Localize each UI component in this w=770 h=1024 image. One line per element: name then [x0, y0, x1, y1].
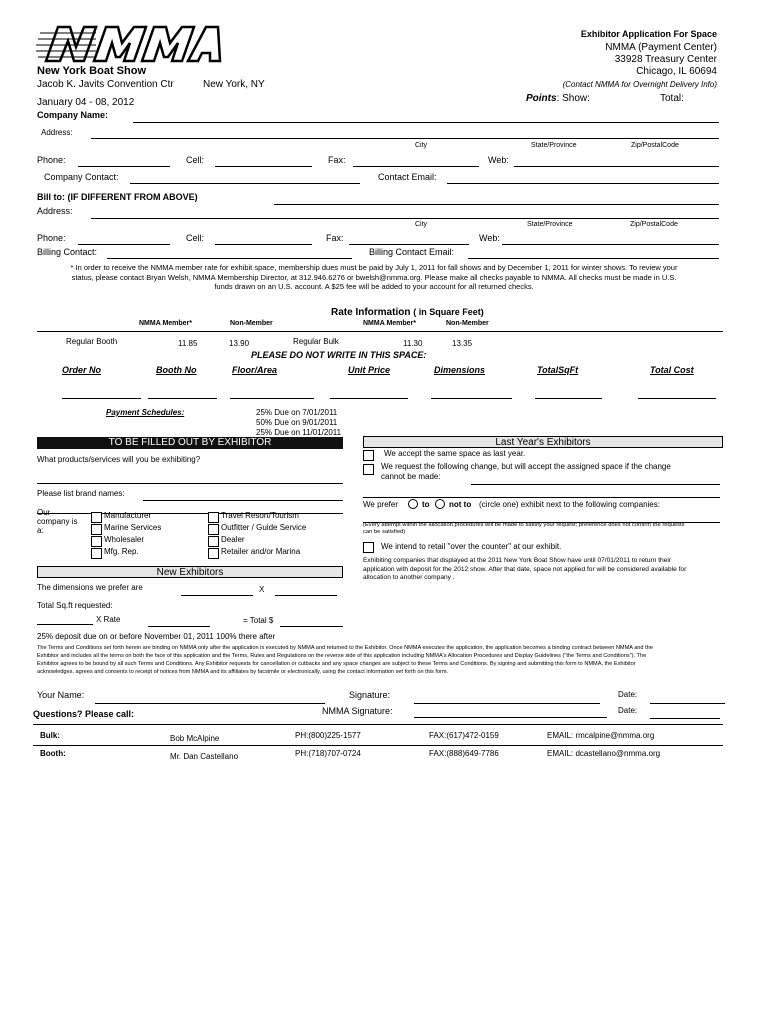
total-sqft-label: Total Sq.ft requested: — [37, 601, 113, 610]
billing-address-field[interactable] — [91, 208, 719, 219]
bulk-label: Bulk: — [40, 731, 60, 740]
billing-phone-field[interactable] — [78, 234, 170, 245]
prefer-not-to-option[interactable] — [435, 499, 445, 509]
billing-zip-label: Zip/PostalCode — [630, 221, 678, 228]
billing-contact-email-field[interactable] — [468, 248, 719, 259]
form-title: Exhibitor Application For Space — [580, 29, 717, 39]
billing-cell-field[interactable] — [215, 234, 312, 245]
regular-booth-nonmember-rate: 13.90 — [229, 339, 250, 348]
request-change-field-2[interactable] — [363, 487, 720, 498]
member-col-header-1: NMMA Member* — [139, 320, 193, 327]
booth-contact-name: Mr. Dan Castellano — [170, 752, 239, 761]
date-label-1: Date: — [618, 690, 638, 699]
retail-checkbox[interactable] — [363, 542, 374, 553]
col-order-no: Order No — [62, 365, 102, 375]
booth-label: Booth: — [40, 749, 66, 758]
billing-city-label: City — [415, 221, 428, 228]
dealer-label: Dealer — [221, 535, 245, 544]
cell-field[interactable] — [215, 156, 312, 167]
rate-divider — [37, 331, 723, 332]
venue-city: New York, NY — [203, 79, 265, 90]
manufacturer-label: Manufacturer — [104, 511, 152, 520]
manufacturer-checkbox[interactable] — [91, 512, 102, 523]
date-label-2: Date: — [618, 706, 638, 715]
request-change-field-1[interactable] — [471, 474, 720, 485]
col-unit-price: Unit Price — [348, 365, 391, 375]
accept-same-checkbox[interactable] — [363, 450, 374, 461]
col-dimensions: Dimensions — [434, 365, 486, 375]
bill-to-header: Bill to: (IF DIFFERENT FROM ABOVE) — [37, 192, 198, 202]
dimensions-label: The dimensions we prefer are — [37, 583, 143, 592]
date-field-1[interactable] — [650, 693, 725, 704]
venue: Jacob K. Javits Convention Ctr — [37, 79, 174, 90]
company-name-label: Company Name: — [37, 110, 109, 120]
office-use-title: PLEASE DO NOT WRITE IN THIS SPACE: — [251, 350, 427, 360]
phone-field[interactable] — [78, 156, 170, 167]
bulk-contact-name: Bob McAlpine — [170, 734, 220, 743]
marine-services-label: Marine Services — [104, 523, 162, 532]
company-contact-label: Company Contact: — [44, 172, 119, 182]
dealer-checkbox[interactable] — [208, 536, 219, 547]
order-no-line — [62, 398, 141, 399]
your-name-label: Your Name: — [37, 690, 85, 700]
dimension-length-field[interactable] — [275, 585, 337, 596]
deposit-note: 25% deposit due on or before November 01, 2011 100% there after — [37, 632, 276, 641]
fax-label: Fax: — [328, 155, 346, 165]
col-total-cost: Total Cost — [650, 365, 694, 375]
rate-info-title-text: Rate Information — [331, 307, 411, 318]
col-total-sqft: TotalSqFt — [537, 365, 579, 375]
rate-info-title — [331, 307, 484, 318]
floor-area-line — [230, 398, 314, 399]
allocation-note: (Every attempt within the allocation procedures will be made to satisfy your request; preference does not confirm the requests can be satisfied) — [363, 522, 685, 535]
total-dollars-field[interactable] — [280, 616, 343, 627]
booth-no-line — [148, 398, 217, 399]
dimensions-line — [431, 398, 512, 399]
regular-bulk-nonmember-rate: 13.35 — [452, 339, 473, 348]
show-dates: January 04 - 08, 2012 — [37, 97, 135, 108]
prefer-rest-label: (circle one) exhibit next to the following companies: — [479, 500, 660, 509]
col-booth-no: Booth No — [156, 365, 197, 375]
brands-label: Please list brand names: — [37, 489, 125, 498]
request-change-label: We request the following change, but will accept the assigned space if the change cannot be made: — [381, 462, 671, 481]
billing-phone-label: Phone: — [37, 233, 66, 243]
nmma-logo — [36, 21, 222, 65]
retailer-label: Retailer and/or Marina — [221, 547, 301, 556]
rate-info-title-suffix: ( in Square Feet) — [413, 307, 484, 317]
points-label: Points — [526, 93, 557, 104]
billing-address-label: Address: — [37, 206, 73, 216]
rate-field[interactable] — [148, 616, 210, 627]
rate-label: X Rate — [96, 615, 121, 624]
regular-booth-label: Regular Booth — [66, 337, 118, 346]
total-dollars-label: = Total $ — [243, 616, 274, 625]
address-field[interactable] — [91, 128, 719, 139]
state-label: State/Province — [531, 142, 577, 149]
nmma-signature-label: NMMA Signature: — [322, 706, 393, 716]
products-field-1[interactable] — [37, 473, 343, 484]
contact-email-label: Contact Email: — [378, 172, 437, 182]
accept-same-label: We accept the same space as last year. — [384, 449, 526, 458]
contacts-top-divider — [33, 724, 723, 725]
points-row — [526, 93, 590, 104]
payment-schedules-label: Payment Schedules: — [106, 408, 185, 417]
billing-web-label: Web: — [479, 233, 500, 243]
billing-web-field[interactable] — [502, 234, 719, 245]
total-sqft-line — [535, 398, 602, 399]
nmma-signature-field[interactable] — [414, 707, 607, 718]
unit-price-line — [330, 398, 408, 399]
cell-label: Cell: — [186, 155, 205, 165]
bill-to-name-field[interactable] — [274, 194, 719, 205]
web-field[interactable] — [514, 156, 719, 167]
schedule-line-2: 50% Due on 9/01/2011 — [256, 418, 338, 427]
billing-contact-label: Billing Contact: — [37, 247, 98, 257]
regular-bulk-member-rate: 11.30 — [403, 339, 423, 348]
mfg-rep-label: Mfg. Rep. — [104, 547, 139, 556]
total-cost-line — [638, 398, 716, 399]
schedule-line-3: 25% Due on 11/01/2011 — [256, 428, 342, 437]
billing-cell-label: Cell: — [186, 233, 205, 243]
total-sqft-field[interactable] — [37, 614, 93, 625]
web-label: Web: — [488, 155, 509, 165]
phone-label: Phone: — [37, 155, 66, 165]
nonmember-col-header-2: Non-Member — [446, 320, 489, 327]
travel-resort-label: Travel Resort/Tourism — [221, 511, 299, 520]
retailer-checkbox[interactable] — [208, 548, 219, 559]
marine-services-checkbox[interactable] — [91, 524, 102, 535]
your-name-field[interactable] — [95, 693, 325, 704]
zip-label: Zip/PostalCode — [631, 142, 679, 149]
bulk-email: EMAIL: rmcalpine@nmma.org — [547, 731, 655, 740]
our-company-label: Our company is a: — [37, 508, 78, 535]
regular-bulk-label: Regular Bulk — [293, 337, 339, 346]
prefer-label: We prefer — [363, 500, 398, 509]
questions-label: Questions? Please call: — [33, 709, 135, 719]
booth-phone: PH:(718)707-0724 — [295, 749, 361, 758]
priority-note: Exhibiting companies that displayed at the 2011 New York Boat Show have until 07/01/2011 to return their application with deposit for the 2012 show. After that date, space not applied for will be considered available for allocation to another company . — [363, 557, 687, 581]
last-year-bar: Last Year's Exhibitors — [363, 436, 723, 448]
outfitter-label: Outfitter / Guide Service — [221, 523, 307, 532]
company-contact-field[interactable] — [130, 173, 360, 184]
new-exhibitors-bar: New Exhibitors — [37, 566, 343, 578]
total-points-label: Total: — [660, 93, 684, 104]
travel-resort-checkbox[interactable] — [208, 512, 219, 523]
wholesaler-label: Wholesaler — [104, 535, 145, 544]
show-points-label: : Show: — [556, 93, 590, 104]
billing-state-label: State/Province — [527, 221, 573, 228]
dimension-width-field[interactable] — [181, 585, 253, 596]
retail-label: We intend to retail "over the counter" at our exhibit. — [381, 542, 562, 551]
address-label: Address: — [41, 128, 73, 137]
fax-field[interactable] — [353, 156, 479, 167]
address-line-3: Chicago, IL 60694 — [636, 66, 717, 77]
signature-label: Signature: — [349, 690, 391, 700]
brands-field-1[interactable] — [143, 490, 343, 501]
city-label: City — [415, 142, 428, 149]
terms-text: The Terms and Conditions set forth herein are binding on NMMA only after the application is executed by NMMA and returned to the Exhibitor. Once NMMA executes the application, the application becomes a binding contract between NMMA and the Exhibitor and includes all the terms on both the face of this application and the Terms, Rules and Regulations on the reverse side of this application including NMMA's Allocation Procedures and Display Guidelines ("the Terms and Conditions"). The Exhibitor agrees to be bound by all such Terms and Conditions. Any Exhibitor requests for cancellation or cutbacks and any space changes are subject to these Terms and Conditions. By signing and submitting this form to NMMA, the Exhibitor acknowledges, agrees and consents to receipt of notices from NMMA and its affiliates by facsimile or electronically, using the contact information set forth on this form. — [37, 645, 653, 675]
regular-booth-member-rate: 11.85 — [178, 339, 198, 348]
outfitter-checkbox[interactable] — [208, 524, 219, 535]
col-floor-area: Floor/Area — [232, 365, 278, 375]
membership-notice: * In order to receive the NMMA member rate for exhibit space, membership dues must be paid by July 1, 2011 for fall shows and by December 1, 2011 for winter shows. To review your status, please contact Bryan Welsh, NMMA Membership Director, at 312.946.6276 or bwelsh@nmma.org. Please make all checks payable to NMMA. All checks must be made in U.S. funds drawn on an U.S. account. A $25 fee will be added to your account for all returned checks. — [70, 263, 678, 291]
billing-contact-field[interactable] — [107, 248, 352, 259]
date-field-2[interactable] — [650, 708, 720, 719]
prefer-to-label: to — [422, 500, 430, 509]
billing-fax-field[interactable] — [349, 234, 469, 245]
contacts-middle-divider — [33, 745, 723, 746]
schedule-line-1: 25% Due on 7/01/2011 — [256, 408, 338, 417]
address-line-1: NMMA (Payment Center) — [605, 42, 717, 53]
booth-fax: FAX:(888)649-7786 — [429, 749, 499, 758]
bulk-fax: FAX:(617)472-0159 — [429, 731, 499, 740]
mfg-rep-checkbox[interactable] — [91, 548, 102, 559]
booth-email: EMAIL: dcastellano@nmma.org — [547, 749, 661, 758]
wholesaler-checkbox[interactable] — [91, 536, 102, 547]
prefer-not-to-label: not to — [449, 500, 472, 509]
products-label: What products/services will you be exhibiting? — [37, 455, 201, 464]
exhibitor-bar: TO BE FILLED OUT BY EXHIBITOR — [37, 437, 343, 449]
billing-contact-email-label: Billing Contact Email: — [369, 247, 455, 257]
billing-fax-label: Fax: — [326, 233, 344, 243]
address-line-2: 33928 Treasury Center — [614, 54, 717, 65]
contact-email-field[interactable] — [447, 173, 719, 184]
prefer-to-option[interactable] — [408, 499, 418, 509]
bulk-phone: PH:(800)225-1577 — [295, 731, 361, 740]
signature-field[interactable] — [414, 693, 600, 704]
dimension-x: X — [259, 585, 265, 594]
overnight-note: (Contact NMMA for Overnight Delivery Info) — [562, 80, 717, 89]
member-col-header-2: NMMA Member* — [363, 320, 417, 327]
show-name: New York Boat Show — [37, 65, 147, 77]
request-change-checkbox[interactable] — [363, 464, 374, 475]
company-name-field[interactable] — [133, 112, 719, 123]
nonmember-col-header-1: Non-Member — [230, 320, 273, 327]
